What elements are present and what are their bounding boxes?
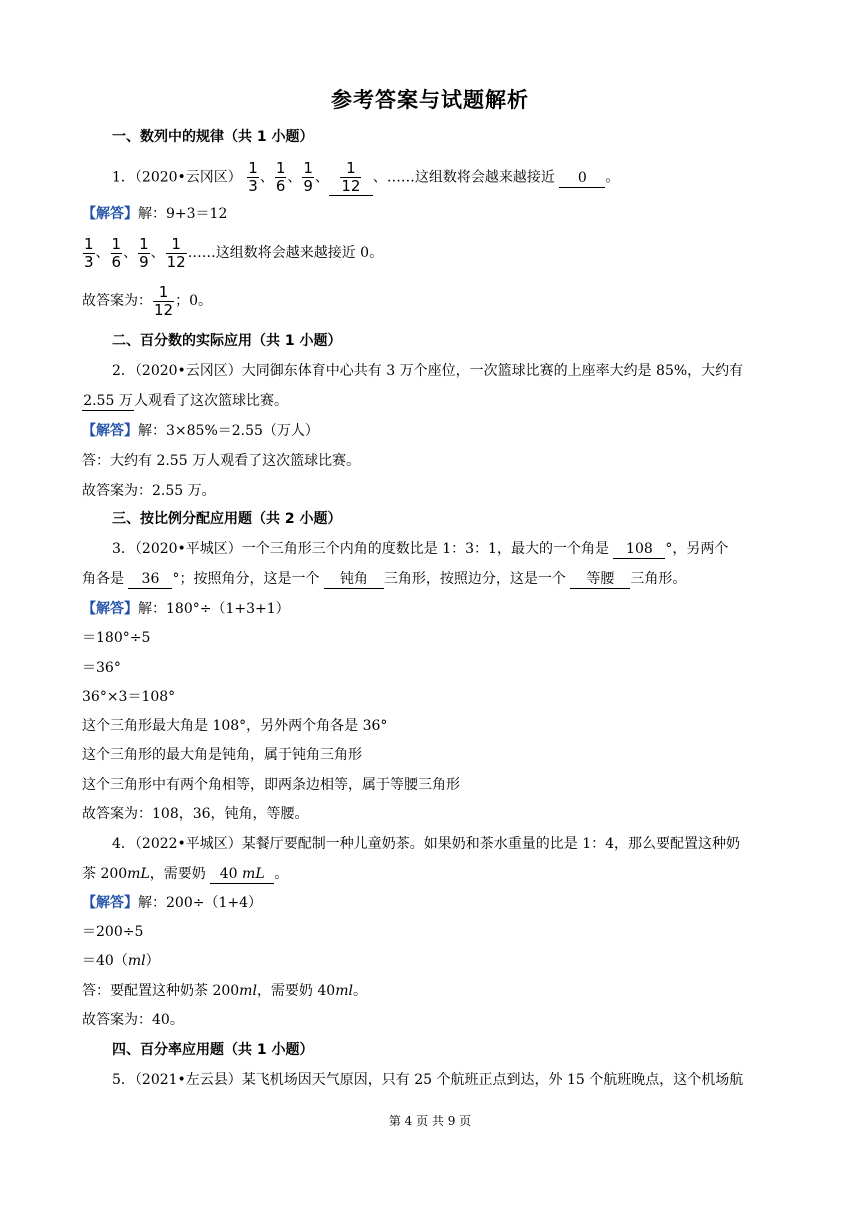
section-1-heading: 一、数列中的规律（共 1 小题） xyxy=(112,129,314,145)
question-4-line-1: 4．（2022•平城区）某餐厅要配制一种儿童奶茶。如果奶和茶水重量的比是 1：4，那么要配置这种奶 xyxy=(112,836,741,852)
answer-2-reply: 答：大约有 2.55 万人观看了这次篮球比赛。 xyxy=(82,453,361,469)
fraction: $\frac{1}{3}$ xyxy=(248,159,258,195)
question-5-line-1: 5．（2021•左云县）某飞机场因天气原因，只有 25 个航班正点到达，外 15 个航班晚点，这个机场航 xyxy=(112,1072,744,1088)
answer-1-final: 故答案为： $\frac{1}{12}$ ；0。 xyxy=(82,282,213,319)
page-footer: 第 4 页 共 9 页 xyxy=(388,1114,472,1128)
answer-3-step-6: 这个三角形的最大角是钝角，属于钝角三角形 xyxy=(82,747,362,763)
answer-3-step-2: ＝180°÷5 xyxy=(82,630,151,646)
answer-2: 【解答】解：3×85%＝2.55（万人） xyxy=(82,423,319,439)
answer-1-step-1: 【解答】解：9+3＝12 xyxy=(82,206,228,222)
fraction: $\frac{1}{12}$ xyxy=(154,282,174,319)
question-3-line-1: 3．（2020•平城区）一个三角形三个内角的度数比是 1：3：1，最大的一个角是 108 °，另两个 xyxy=(112,541,729,557)
answer-tag: 【解答】 xyxy=(82,601,138,617)
answer-4-step-1: 【解答】解：200÷（1+4） xyxy=(82,895,262,911)
answer-3-step-5: 这个三角形最大角是 108°，另外两个角各是 36° xyxy=(82,718,388,734)
question-3-line-2: 角各是 36 °；按照角分，这是一个 钝角 三角形，按照边分，这是一个 等腰 三角形。 xyxy=(82,571,687,587)
section-4-heading: 四、百分率应用题（共 1 小题） xyxy=(112,1042,314,1058)
answer-4-step-3: ＝40（ml） xyxy=(82,953,160,969)
section-3-heading: 三、按比例分配应用题（共 2 小题） xyxy=(112,511,342,527)
answer-4-reply: 答：要配置这种奶茶 200ml，需要奶 40ml。 xyxy=(82,983,367,999)
answer-blank: 36 xyxy=(128,570,172,589)
answer-1-step-2: $\frac{1}{3}$ 、 $\frac{1}{6}$ 、 $\frac{1}{9}$ 、 $\frac{1}{12}$ ……这组数将会越来越接近 0。 xyxy=(84,234,384,271)
answer-blank: 钝角 xyxy=(324,570,384,589)
answer-blank: 0 xyxy=(559,169,605,188)
question-source: （2020•云冈区） xyxy=(134,169,242,186)
question-2-line-1: 2．（2020•云冈区）大同御东体育中心共有 3 万个座位，一次篮球比赛的上座率大约是 85%，大约有 xyxy=(112,363,744,379)
answer-tag: 【解答】 xyxy=(82,206,138,222)
section-2-heading: 二、百分数的实际应用（共 1 小题） xyxy=(112,333,342,349)
answer-4-final: 故答案为：40。 xyxy=(82,1012,184,1028)
question-4-line-2: 茶 200mL，需要奶 40 mL 。 xyxy=(82,866,289,882)
answer-blank: 40 mL xyxy=(210,865,274,884)
answer-3-step-4: 36°×3＝108° xyxy=(82,689,176,705)
fraction: $\frac{1}{12}$ xyxy=(341,159,361,195)
fraction: $\frac{1}{6}$ xyxy=(275,159,286,195)
answer-tag: 【解答】 xyxy=(82,423,138,439)
answer-4-step-2: ＝200÷5 xyxy=(82,924,144,940)
answer-2-final: 故答案为：2.55 万。 xyxy=(82,483,216,499)
question-1: 1．（2020•云冈区） $\frac{1}{3}$ 、 $\frac{1}{6}$ 、 $\frac{1}{9}$ 、 $\frac{1}{12}$ 、……这组数将会越来越接近 0 。 xyxy=(112,159,620,195)
answer-3-step-7: 这个三角形中有两个角相等，即两条边相等，属于等腰三角形 xyxy=(82,777,460,793)
answer-blank: 108 xyxy=(613,540,665,559)
fraction: $\frac{1}{3}$ xyxy=(84,234,94,271)
answer-3-step-1: 【解答】解：180°÷（1+3+1） xyxy=(82,601,290,617)
page-title: 参考答案与试题解析 xyxy=(331,88,529,112)
fraction: $\frac{1}{9}$ xyxy=(303,159,313,195)
answer-3-final: 故答案为：108，36，钝角，等腰。 xyxy=(82,806,309,822)
question-number: 1． xyxy=(112,169,135,186)
answer-3-step-3: ＝36° xyxy=(82,660,121,676)
question-2-line-2: 2.55 万人观看了这次篮球比赛。 xyxy=(83,393,288,409)
fraction: $\frac{1}{9}$ xyxy=(139,234,149,271)
answer-blank: 等腰 xyxy=(570,570,630,589)
fraction: $\frac{1}{6}$ xyxy=(111,234,122,271)
fraction: $\frac{1}{12}$ xyxy=(166,234,186,271)
answer-tag: 【解答】 xyxy=(82,895,138,911)
answer-blank xyxy=(329,160,373,196)
answer-blank: 2.55 万 xyxy=(83,393,133,409)
